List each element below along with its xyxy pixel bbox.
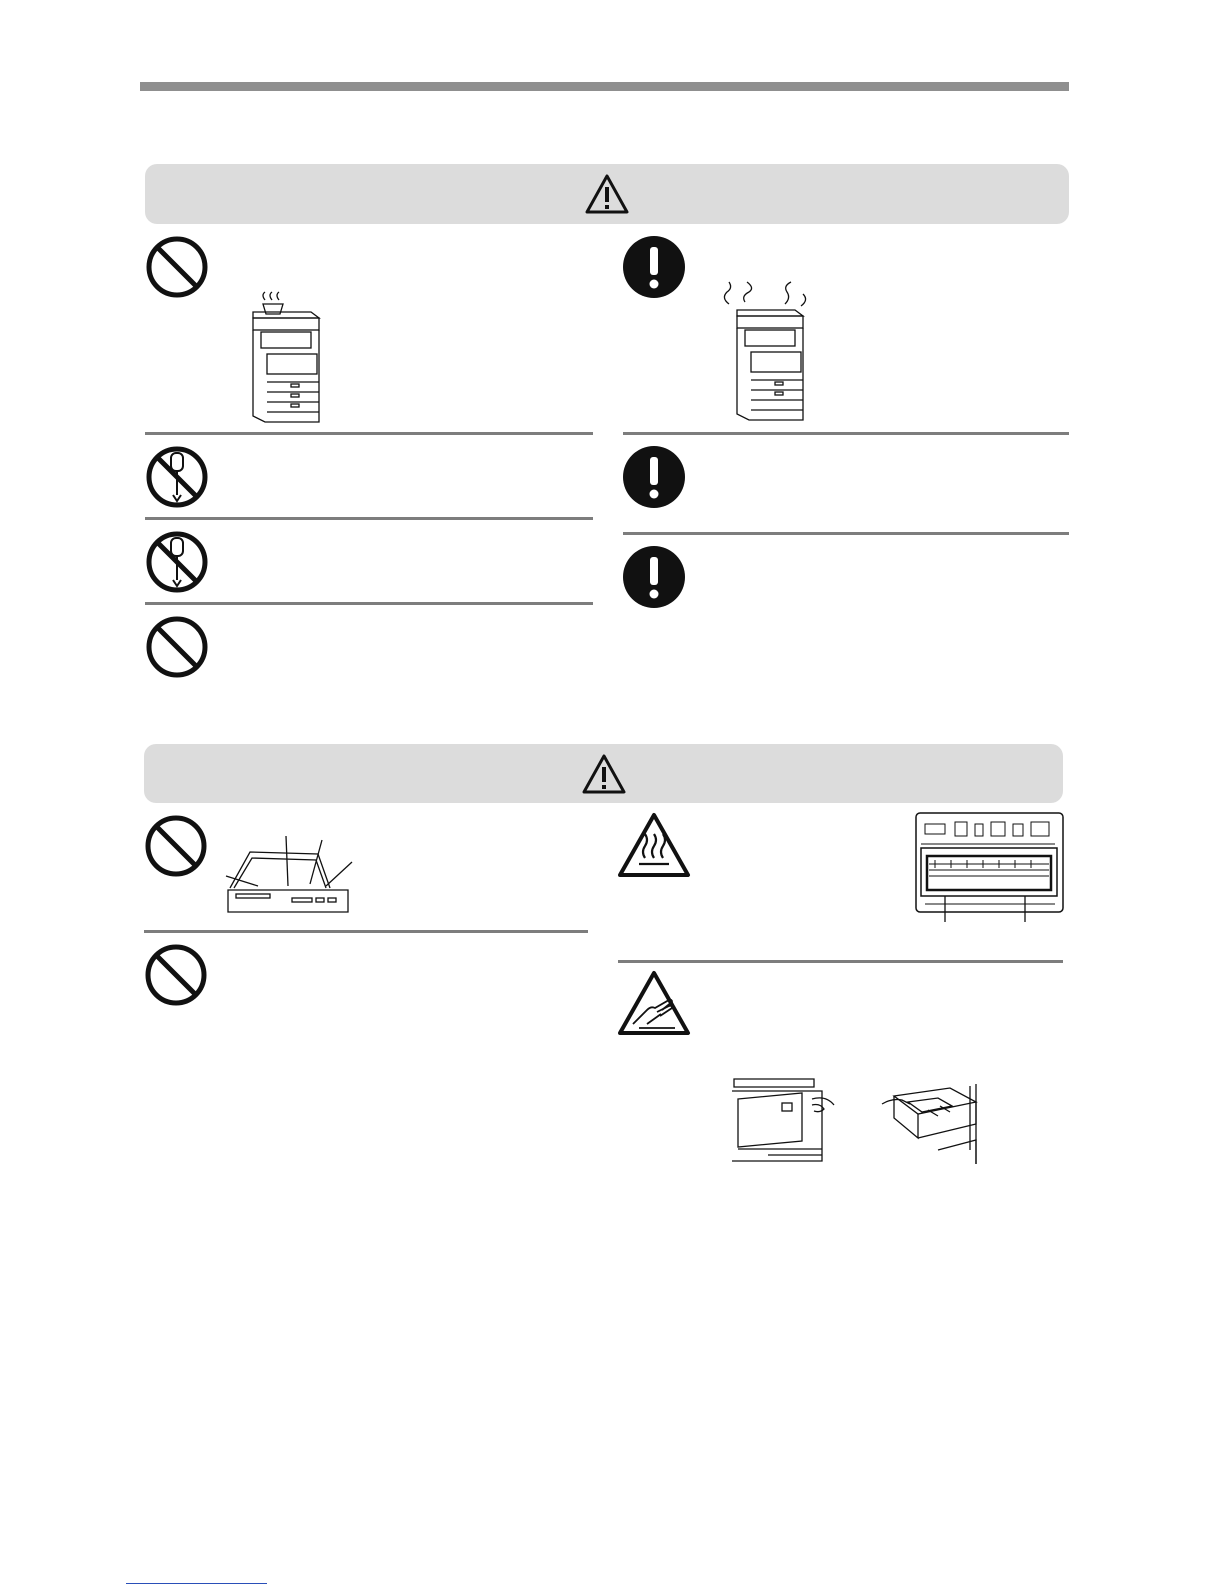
side-cover-illustration (728, 1075, 840, 1163)
separator (144, 930, 588, 933)
pinch-hazard-icon (617, 970, 691, 1036)
mandatory-action-icon (622, 235, 686, 299)
do-not-disassemble-icon (145, 445, 209, 509)
mandatory-action-icon (622, 445, 686, 509)
separator (145, 517, 593, 520)
prohibited-icon (144, 814, 208, 878)
hot-surface-icon (617, 812, 691, 878)
separator (145, 602, 593, 605)
copier-with-cup-illustration (245, 292, 330, 424)
paper-tray-illustration (878, 1080, 982, 1166)
fusing-unit-illustration (915, 812, 1065, 924)
warning-triangle-icon (584, 173, 630, 215)
separator (618, 960, 1063, 963)
warning-banner (145, 164, 1069, 224)
separator (623, 432, 1069, 435)
header-rule (140, 82, 1069, 91)
prohibited-icon (145, 615, 209, 679)
copier-smoke-illustration (715, 282, 815, 422)
caution-banner (144, 744, 1063, 803)
prohibited-icon (144, 943, 208, 1007)
document-glass-illustration (222, 834, 354, 914)
separator (623, 532, 1069, 535)
prohibited-icon (145, 235, 209, 299)
do-not-disassemble-icon (145, 530, 209, 594)
warning-triangle-icon (581, 753, 627, 795)
separator (145, 432, 593, 435)
mandatory-action-icon (622, 545, 686, 609)
